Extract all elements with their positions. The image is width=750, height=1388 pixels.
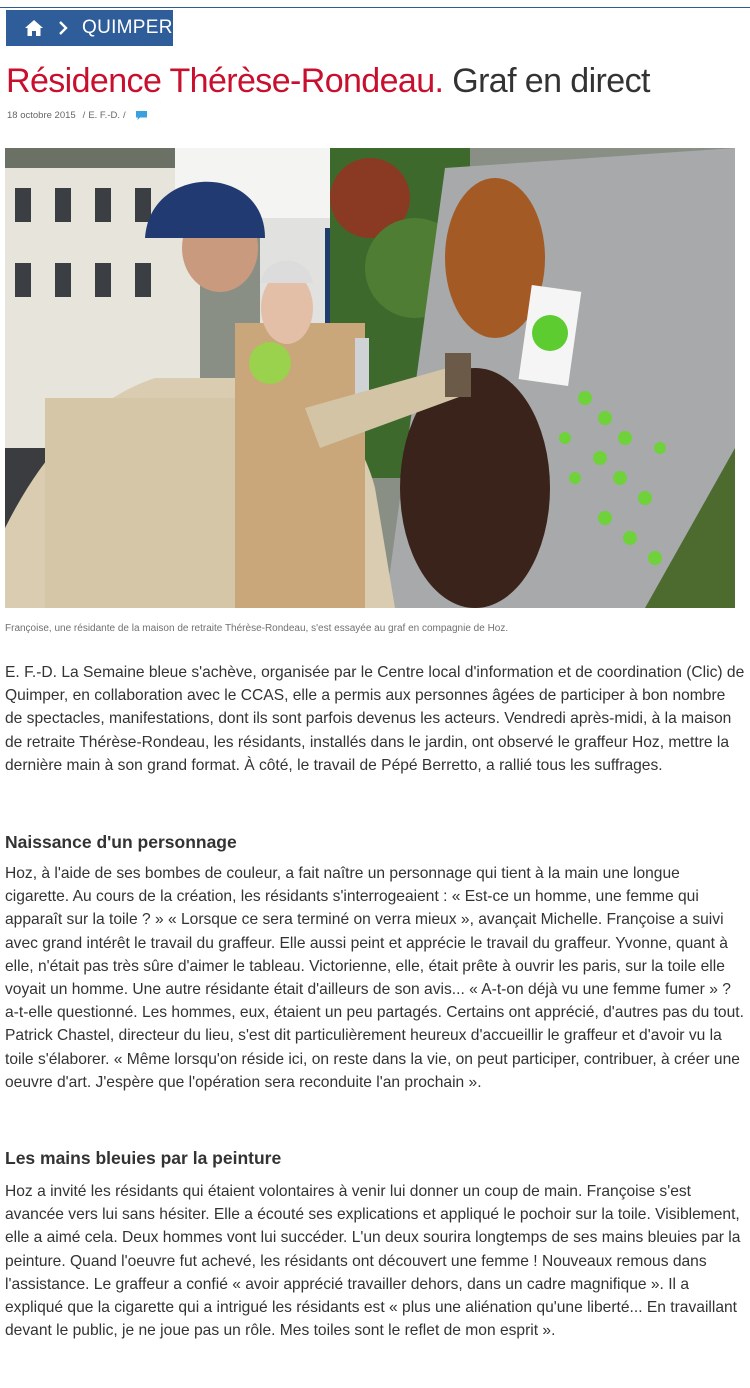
article-paragraph: Hoz, à l'aide de ses bombes de couleur, a fait naître un personnage qui tient à la main une longue cigarette. Au cours de la création, les résidants s'interrogeaient : « Est-ce un homme, une femme qui apparaît sur la toile ? » « Lorsque ce sera terminé on verra mieux », avançait Michelle. Françoise a suivi avec grand intérêt le travail du graffeur. Elle aussi peint et apprécie le travail du graffeur. Yvonne, quant à elle, n'était pas très sûre d'aimer le tableau. Victorienne, elle, était prête à ouvrir les paris, sur la toile elle voyait un homme. Une autre résidante était d'ailleurs de son avis... « A-t-on déjà vu une femme fumer » ? a-t-elle questionné. Les hommes, eux, étaient un peu partagés. Certains ont apprécié, d'autres pas du tout. Patrick Chastel, directeur du lieu, s'est dit particulièrement heureux d'accueillir le graffeur et d'avoir vu la toile s'élaborer. « Même lorsqu'on réside ici, on reste dans la vie, on peut participer, contribuer, à créer une oeuvre d'art. J'espère que l'opération sera reconduite l'an prochain ». bbox=[5, 865, 744, 1091]
breadcrumb bbox=[6, 10, 173, 46]
article-photo bbox=[5, 148, 735, 608]
article-author: E. F.-D. bbox=[88, 110, 120, 121]
top-rule bbox=[0, 7, 750, 8]
article-meta bbox=[7, 110, 148, 121]
comment-icon[interactable] bbox=[135, 110, 148, 121]
chevron-right-icon bbox=[58, 18, 72, 38]
breadcrumb-section-link[interactable]: QUIMPER bbox=[82, 17, 173, 38]
home-icon[interactable] bbox=[20, 14, 48, 42]
meta-separator: / bbox=[122, 110, 126, 121]
article-paragraph: E. F.-D. La Semaine bleue s'achève, organisée par le Centre local d'information et de coordination (Clic) de Quimper, en collaboration avec le CCAS, elle a permis aux personnes âgées de participer à bon nombre de spectacles, manifestations, dont ils sont parfois devenus les acteurs. Vendredi après-midi, à la maison de retraite Thérèse-Rondeau, les résidants, installés dans le jardin, ont observé le graffeur Hoz, mettre la dernière main à son grand format. À côté, le travail de Pépé Berretto, a rallié tous les suffrages. bbox=[5, 664, 745, 774]
article-paragraph: Hoz a invité les résidants qui étaient volontaires à venir lui donner un coup de main. Françoise s'est avancée vers lui sans hésiter. Elle a écouté ses explications et appliqué le pochoir sur la toile. Visiblement, elle a aimé cela. Deux hommes vont lui succéder. L'un deux sourira longtemps de ses mains bleuies par la peinture. Quand l'oeuvre fut achevé, les résidants ont découvert une femme ! Nouveaux remous dans l'assistance. Le graffeur a confié « avoir apprécié travailler dehors, dans un cadre magnifique ». Il a expliqué que la cigarette qui a intrigué les résidants est « plus une aliénation qu'une liberté... En travaillant devant le public, je ne joue pas un rôle. Mes toiles sont le reflet de mon esprit ». bbox=[5, 1183, 741, 1340]
section-heading: Naissance d'un personnage bbox=[5, 832, 237, 852]
article-title bbox=[6, 58, 650, 104]
section-heading: Les mains bleuies par la peinture bbox=[5, 1148, 282, 1168]
meta-separator: / bbox=[82, 110, 86, 121]
photo-caption: Françoise, une résidante de la maison de retraite Thérèse-Rondeau, s'est essayée au graf en compagnie de Hoz. bbox=[5, 623, 509, 634]
article-title-main: Résidence Thérèse-Rondeau. bbox=[6, 62, 444, 100]
article-date: 18 octobre 2015 bbox=[7, 110, 76, 121]
article-title-sub: Graf en direct bbox=[443, 62, 650, 100]
